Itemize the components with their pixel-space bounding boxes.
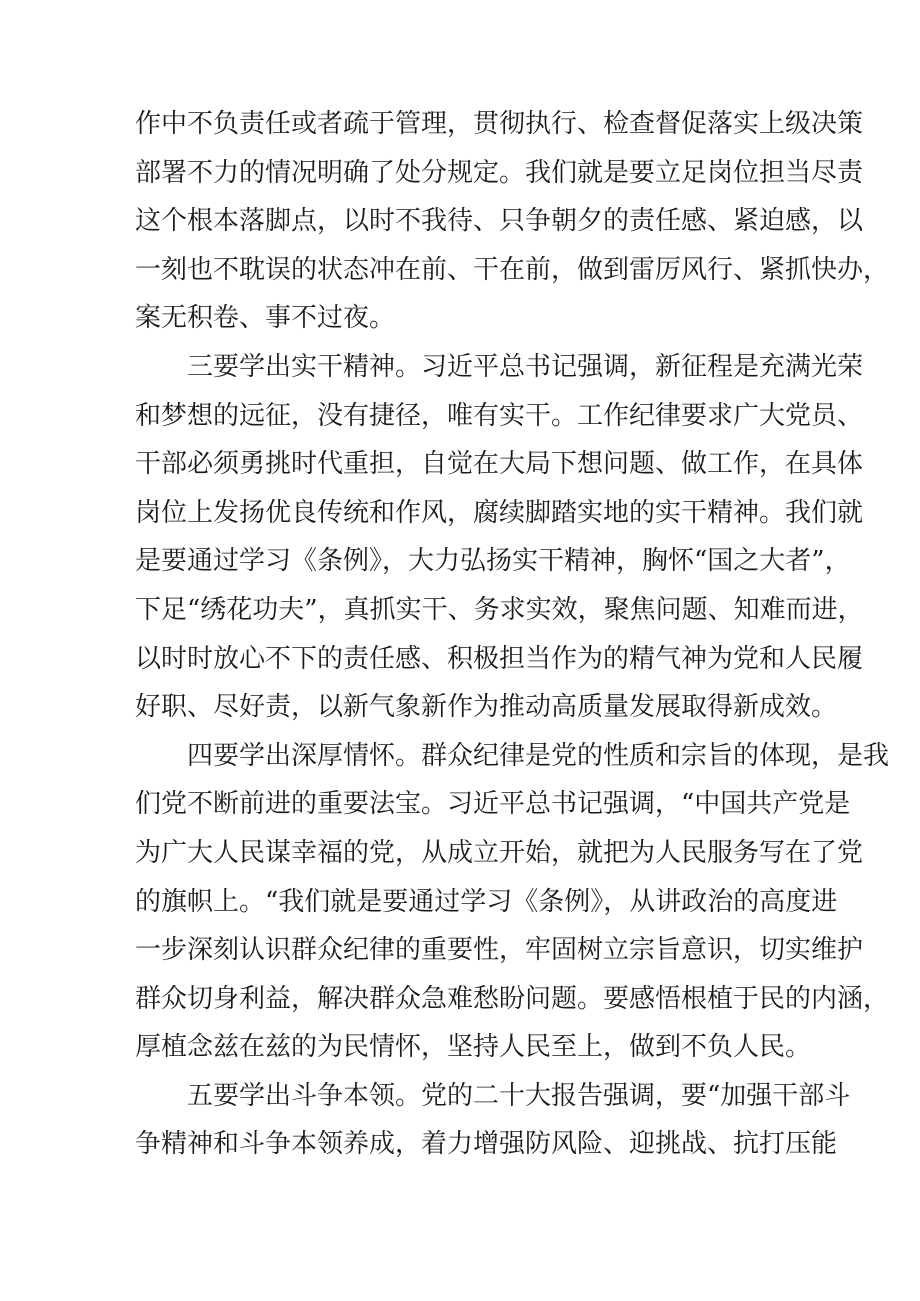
text-line: 一步深刻认识群众纪律的重要性，牢固树立宗旨意识，切实维护 <box>135 935 864 966</box>
text-line: 这个根本落脚点，以时不我待、只争朝夕的责任感、紧迫感，以 <box>135 206 864 237</box>
text-line: 作中不负责任或者疏于管理，贯彻执行、检查督促落实上级决策 <box>135 109 864 139</box>
text-line: 为广大人民谋幸福的党，从成立开始，就把为人民服务写在了党 <box>135 837 864 868</box>
text-line: 部署不力的情况明确了处分规定。我们就是要立足岗位担当尽责 <box>135 157 864 188</box>
text-line: 群众切身利益，解决群众急难愁盼问题。要感悟根植于民的内涵， <box>135 983 890 1014</box>
text-line: 下足“绣花功夫”，真抓实干、务求实效，聚焦问题、知难而进， <box>135 594 864 625</box>
text-line: 岗位上发扬优良传统和作风，腐续脚踏实地的实干精神。我们就 <box>135 497 864 528</box>
paragraph-first-line: 四要学出深厚情怀。群众纪律是党的性质和宗旨的体现，是我 <box>187 740 890 771</box>
paragraph-first-line: 五要学出斗争本领。党的二十大报告强调，要“加强干部斗 <box>187 1080 851 1111</box>
text-line: 一刻也不耽误的状态冲在前、干在前，做到雷厉风行、紧抓快办， <box>135 254 890 285</box>
text-line: 好职、尽好责，以新气象新作为推动高质量发展取得新成效。 <box>135 692 838 723</box>
text-line: 案无积卷、事不过夜。 <box>135 303 396 334</box>
text-line: 和梦想的远征，没有捷径，唯有实干。工作纪律要求广大党员、 <box>135 400 864 431</box>
text-line: 的旗帜上。“我们就是要通过学习《条例》，从讲政治的高度进 <box>135 886 838 917</box>
paragraph-first-line: 三要学出实干精神。习近平总书记强调，新征程是充满光荣 <box>187 351 864 382</box>
text-line: 干部必须勇挑时代重担，自觉在大局下想问题、做工作，在具体 <box>135 449 864 480</box>
text-line: 以时时放心不下的责任感、积极担当作为的精气神为党和人民履 <box>135 643 864 674</box>
document-body-text <box>135 100 890 1169</box>
text-line: 厚植念兹在兹的为民情怀，坚持人民至上，做到不负人民。 <box>135 1032 812 1063</box>
text-line: 们党不断前进的重要法宝。习近平总书记强调，“中国共产党是 <box>135 789 851 820</box>
text-line: 争精神和斗争本领养成，着力增强防风险、迎挑战、抗打压能 <box>135 1129 838 1160</box>
text-line: 是要通过学习《条例》，大力弘扬实干精神，胸怀“国之大者”， <box>135 546 851 577</box>
